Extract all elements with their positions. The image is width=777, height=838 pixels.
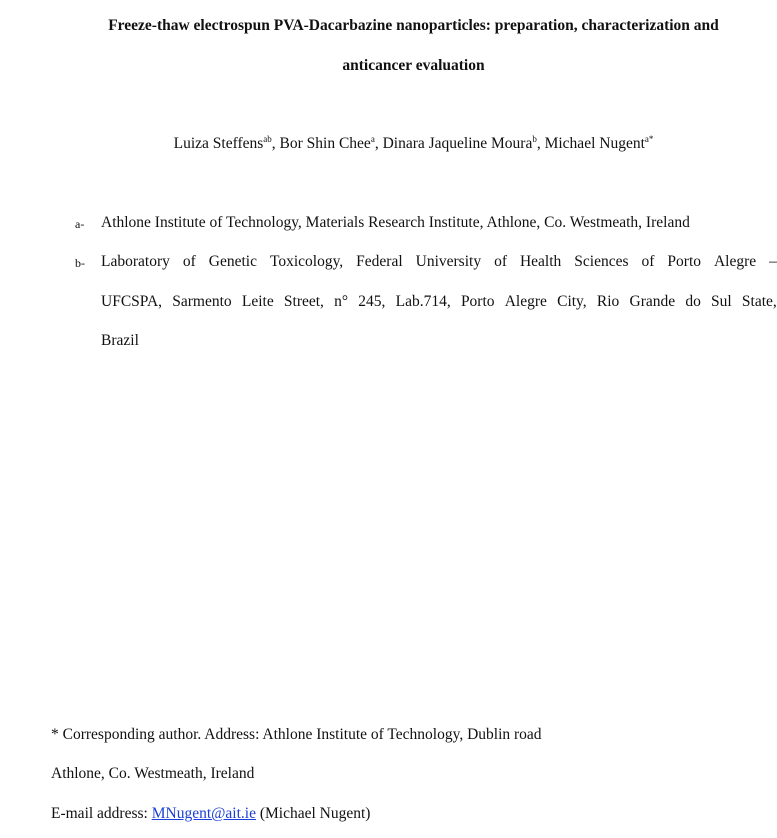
author-affiliation-sup: ab — [263, 134, 272, 144]
author-affiliation-sup: b — [532, 134, 537, 144]
affiliation-marker-a: a- — [75, 217, 85, 231]
word: n° — [334, 293, 349, 310]
email-link[interactable]: MNugent@ait.ie — [151, 805, 256, 822]
author-separator: , — [271, 135, 280, 152]
word: Sciences — [574, 253, 629, 270]
corresponding-author-address: * Corresponding author. Address: Athlone Institute of Technology, Dublin road — [51, 726, 542, 743]
affiliation-a-line-1: Athlone Institute of Technology, Materials Research Institute, Athlone, Co. Westmeath, Ireland — [101, 214, 690, 231]
affiliation-b-line-3: Brazil — [101, 332, 139, 349]
word: Porto — [460, 293, 495, 310]
word: Laboratory — [101, 253, 170, 270]
corresponding-author-email-line — [51, 804, 370, 824]
word: 245, — [358, 293, 386, 310]
word: of — [182, 253, 196, 270]
word: do — [685, 293, 701, 310]
author-name: Dinara Jaqueline Moura — [382, 135, 533, 152]
word: – — [769, 253, 777, 270]
paper-title-line-1: Freeze-thaw electrospun PVA-Dacarbazine nanoparticles: preparation, characterization and — [108, 17, 719, 34]
email-owner: (Michael Nugent) — [255, 805, 371, 822]
word: Genetic — [208, 253, 257, 270]
affiliation-marker-b: b- — [75, 256, 85, 270]
word: Toxicology, — [269, 253, 344, 270]
paper-title-line-2: anticancer evaluation — [342, 57, 485, 74]
author-separator: , — [536, 135, 545, 152]
author-separator: , — [374, 135, 383, 152]
word: Alegre — [713, 253, 757, 270]
word: Rio — [596, 293, 620, 310]
word: Health — [519, 253, 562, 270]
author-list — [0, 134, 777, 154]
word: Sul — [711, 293, 732, 310]
word: Sarmento — [172, 293, 232, 310]
word: of — [641, 253, 655, 270]
word: Grande — [629, 293, 676, 310]
word: Leite — [241, 293, 274, 310]
author-name: Michael Nugent — [544, 135, 645, 152]
email-label: E-mail address: — [51, 805, 152, 822]
word: Porto — [667, 253, 701, 270]
word: Alegre — [504, 293, 547, 310]
word: Lab.714, — [395, 293, 451, 310]
author-name: Bor Shin Chee — [279, 135, 371, 152]
word: State, — [741, 293, 777, 310]
word: UFCSPA, — [101, 293, 163, 310]
author-affiliation-sup: a — [370, 134, 375, 144]
word: Street, — [283, 293, 324, 310]
corresponding-author-city: Athlone, Co. Westmeath, Ireland — [51, 765, 255, 782]
affiliation-b-line-2 — [101, 292, 777, 312]
word: Federal — [356, 253, 403, 270]
word: of — [494, 253, 507, 270]
author-name: Luiza Steffens — [173, 135, 264, 152]
word: University — [415, 253, 482, 270]
author-affiliation-sup: a* — [644, 134, 654, 144]
affiliation-b-line-1 — [101, 252, 777, 272]
word: City, — [557, 293, 587, 310]
